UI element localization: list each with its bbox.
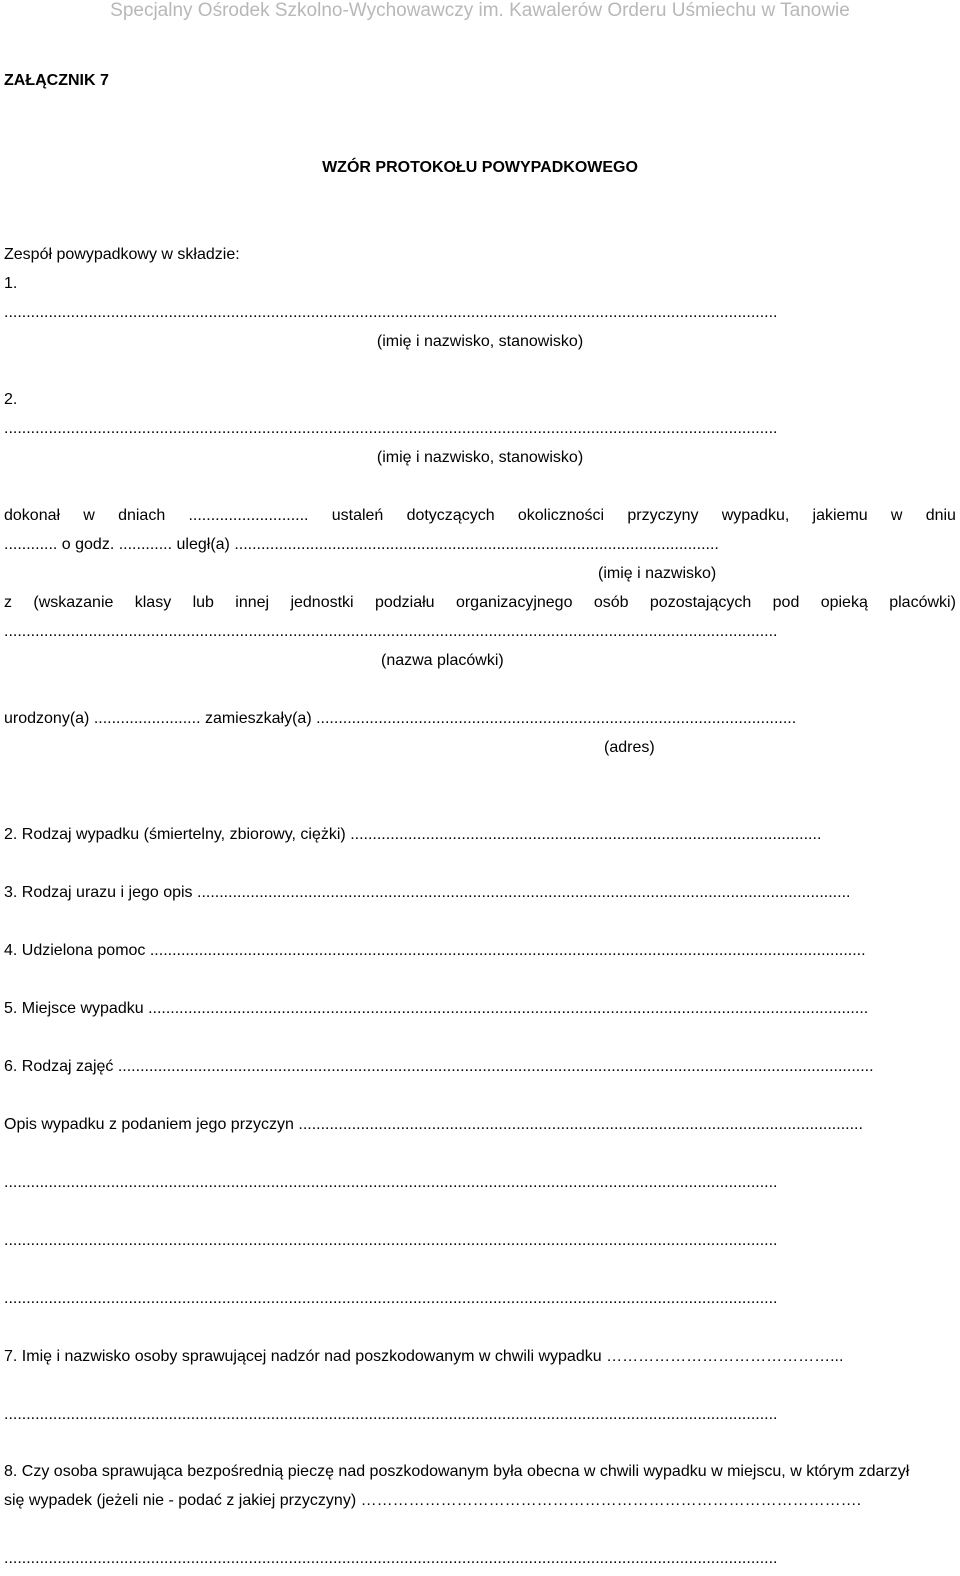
- unit-word: z: [4, 594, 12, 611]
- unit-word: placówki): [889, 594, 956, 611]
- team-member-2-number: 2.: [4, 391, 18, 408]
- question-8-line-1: 8. Czy osoba sprawująca bezpośrednią pieczę nad poszkodowanym była obecna w chwili wypadku w miejscu, w którym zdarzył: [4, 1463, 910, 1480]
- supervisor-field[interactable]: 7. Imię i nazwisko osoby sprawującej nadzór nad poszkodowanym w chwili wypadku ……………………………………...: [4, 1348, 844, 1365]
- unit-word: (wskazanie: [33, 594, 114, 611]
- activity-type-field[interactable]: 6. Rodzaj zajęć ..........................................................................................................................................................................: [4, 1058, 874, 1075]
- dokonal-word: w: [890, 507, 903, 524]
- team-member-1-field[interactable]: ..............................................................................................................................................................................: [4, 304, 778, 321]
- dokonal-word: w: [83, 507, 95, 524]
- injury-type-field[interactable]: 3. Rodzaj urazu i jego opis ...................................................................................................................................................: [4, 884, 851, 901]
- accident-place-field[interactable]: 5. Miejsce wypadku ..................................................................................................................................................................: [4, 1000, 869, 1017]
- annex-label: ZAŁĄCZNIK 7: [4, 72, 109, 89]
- description-continuation-1[interactable]: ..............................................................................................................................................................................: [4, 1174, 778, 1191]
- supervisor-continuation[interactable]: ..............................................................................................................................................................................: [4, 1406, 778, 1423]
- unit-word: podziału: [374, 594, 435, 611]
- document-title: WZÓR PROTOKOŁU POWYPADKOWEGO: [322, 159, 638, 176]
- unit-word: klasy: [134, 594, 172, 611]
- team-member-1-hint: (imię i nazwisko, stanowisko): [376, 333, 584, 350]
- dokonal-word: dniu: [925, 507, 956, 524]
- dokonal-word: dokonał: [4, 507, 61, 524]
- unit-word: opieką: [820, 594, 868, 611]
- ulegla-line[interactable]: ............ o godz. ............ uległ(a) .............................................................................................................: [4, 536, 719, 553]
- description-continuation-3[interactable]: ..............................................................................................................................................................................: [4, 1290, 778, 1307]
- dates-field[interactable]: ...........................: [188, 507, 309, 524]
- unit-word: pozostających: [649, 594, 752, 611]
- dokonal-word: przyczyny: [627, 507, 699, 524]
- final-dots-field[interactable]: ..............................................................................................................................................................................: [4, 1550, 778, 1567]
- victim-name-hint: (imię i nazwisko): [598, 565, 717, 582]
- school-header: Specjalny Ośrodek Szkolno-Wychowawczy im. Kawalerów Orderu Uśmiechu w Tanowie: [110, 0, 850, 21]
- team-member-2-field[interactable]: ..............................................................................................................................................................................: [4, 420, 778, 437]
- help-provided-field[interactable]: 4. Udzielona pomoc .................................................................................................................................................................: [4, 942, 866, 959]
- unit-word: innej: [235, 594, 270, 611]
- unit-word: organizacyjnego: [455, 594, 573, 611]
- unit-line: [4, 593, 956, 613]
- team-member-2-hint: (imię i nazwisko, stanowisko): [376, 449, 584, 466]
- question-8-line-2[interactable]: się wypadek (jeżeli nie - podać z jakiej przyczyny) ………………………………………………………………………………….: [4, 1492, 862, 1509]
- facility-hint: (nazwa placówki): [381, 652, 504, 669]
- team-member-1-number: 1.: [4, 275, 18, 292]
- facility-field[interactable]: ..............................................................................................................................................................................: [4, 623, 778, 640]
- unit-word: jednostki: [290, 594, 354, 611]
- address-hint: (adres): [604, 739, 655, 756]
- team-label: Zespół powypadkowy w składzie:: [4, 246, 240, 263]
- dokonal-line: [4, 506, 956, 526]
- dokonal-word: ustaleń: [331, 507, 384, 524]
- description-continuation-2[interactable]: ..............................................................................................................................................................................: [4, 1232, 778, 1249]
- unit-word: pod: [772, 594, 800, 611]
- dokonal-word: wypadku,: [721, 507, 790, 524]
- dokonal-word: dniach: [118, 507, 166, 524]
- unit-word: osób: [593, 594, 629, 611]
- description-field[interactable]: Opis wypadku z podaniem jego przyczyn ...............................................................................................................................: [4, 1116, 863, 1133]
- born-address-line[interactable]: urodzony(a) ........................ zamieszkały(a) ............................................................................................................: [4, 710, 797, 727]
- unit-word: lub: [192, 594, 214, 611]
- dokonal-word: okoliczności: [517, 507, 605, 524]
- dokonal-word: dotyczących: [406, 507, 495, 524]
- accident-type-field[interactable]: 2. Rodzaj wypadku (śmiertelny, zbiorowy, ciężki) ..........................................................................................................: [4, 826, 822, 843]
- dokonal-word: jakiemu: [812, 507, 868, 524]
